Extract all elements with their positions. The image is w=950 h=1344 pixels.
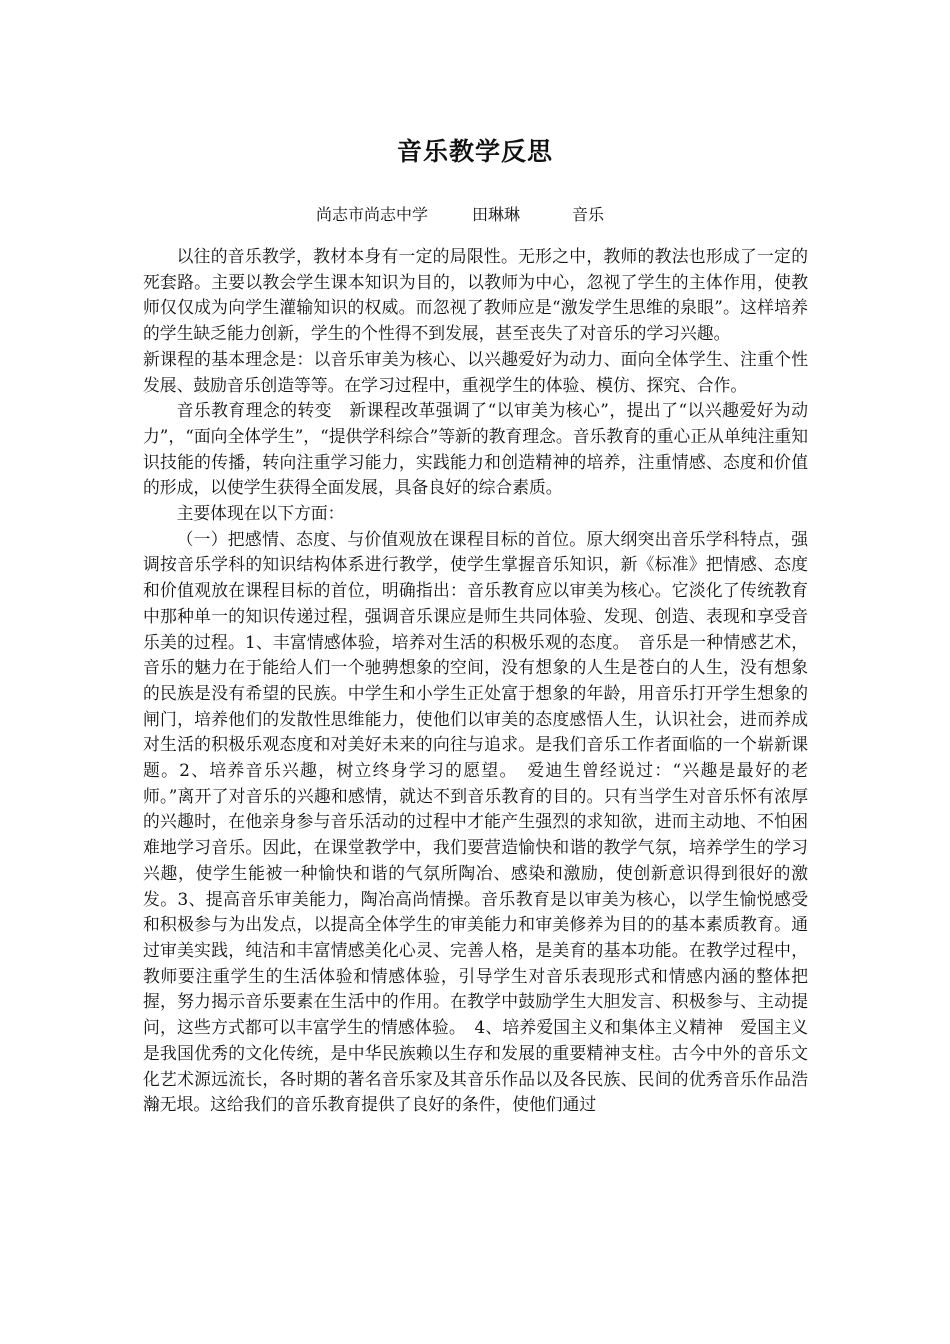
byline-school: 尚志市尚志中学 xyxy=(316,205,429,224)
paragraph: （一）把感情、态度、与价值观放在课程目标的首位。原大纲突出音乐学科特点，强调按音乐学科的知识结构体系进行教学，使学生掌握音乐知识，新《标准》把情感、态度和价值观放在课程目标的首位，明确指出：音乐教育应以审美为核心。它淡化了传统教育中那种单一的知识传递过程，强调音乐课应是师生共同体验、发现、创造、表现和享受音乐美的过程。1、丰富情感体验，培养对生活的积极乐观的态度。 音乐是一种情感艺术，音乐的魅力在于能给人们一个驰骋想象的空间，没有想象的人生是苍白的人生，没有想象的民族是没有希望的民族。中学生和小学生正处富于想象的年龄，用音乐打开学生想象的闸门，培养他们的发散性思维能力，使他们以审美的态度感悟人生，认识社会，进而养成对生活的积极乐观态度和对美好未来的向往与追求。是我们音乐工作者面临的一个崭新课题。2、培养音乐兴趣，树立终身学习的愿望。 爱迪生曾经说过：“兴趣是最好的老师。”离开了对音乐的兴趣和感情，就达不到音乐教育的目的。只有当学生对音乐怀有浓厚的兴趣时，在他亲身参与音乐活动的过程中才能产生强烈的求知欲，进而主动地、不怕困难地学习音乐。因此，在课堂教学中，我们要营造愉快和谐的教学气氛，培养学生的学习兴趣，使学生能被一种愉快和谐的气氛所陶冶、感染和激励，使创新意识得到很好的激发。3、提高音乐审美能力，陶冶高尚情操。音乐教育是以审美为核心，以学生愉悦感受和积极参与为出发点，以提高全体学生的审美能力和审美修养为目的的基本素质教育。通过审美实践，纯洁和丰富情感美化心灵、完善人格，是美育的基本功能。在教学过程中，教师要注重学生的生活体验和情感体验，引导学生对音乐表现形式和情感内涵的整体把握，努力揭示音乐要素在生活中的作用。在教学中鼓励学生大胆发言、积极参与、主动提问，这些方式都可以丰富学生的情感体验。 4、培养爱国主义和集体主义精神 爱国主义是我国优秀的文化传统，是中华民族赖以生存和发展的重要精神支柱。古今中外的音乐文化艺术源远流长，各时期的著名音乐家及其音乐作品以及各民族、民间的优秀音乐作品浩瀚无垠。这给我们的音乐教育提供了良好的条件，使他们通过 xyxy=(143,528,808,1115)
byline-author: 田琳琳 xyxy=(472,205,521,224)
byline xyxy=(316,202,604,225)
document-body xyxy=(143,244,808,1118)
paragraph: 新课程的基本理念是：以音乐审美为核心、以兴趣爱好为动力、面向全体学生、注重个性发展、鼓励音乐创造等等。在学习过程中，重视学生的体验、模仿、探究、合作。 xyxy=(143,348,808,395)
paragraph: 音乐教育理念的转变 新课程改革强调了“以审美为核心”，提出了“以兴趣爱好为动力”，“面向全体学生”，“提供学科综合”等新的教育理念。音乐教育的重心正从单纯注重知识技能的传播，转向注重学习能力，实践能力和创造精神的培养，注重情感、态度和价值的形成，以使学生获得全面发展，具备良好的综合素质。 xyxy=(143,400,808,498)
byline-subject: 音乐 xyxy=(572,205,605,224)
paragraph: 主要体现在以下方面： xyxy=(176,503,345,524)
document-title: 音乐教学反思 xyxy=(396,137,553,166)
paragraph: 以往的音乐教学，教材本身有一定的局限性。无形之中，教师的教法也形成了一定的死套路。主要以教会学生课本知识为目的，以教师为中心，忽视了学生的主体作用，使教师仅仅成为向学生灌输知识的权威。而忽视了教师应是“激发学生思维的泉眼”。这样培养的学生缺乏能力创新，学生的个性得不到发展，甚至丧失了对音乐的学习兴趣。 xyxy=(143,246,808,344)
